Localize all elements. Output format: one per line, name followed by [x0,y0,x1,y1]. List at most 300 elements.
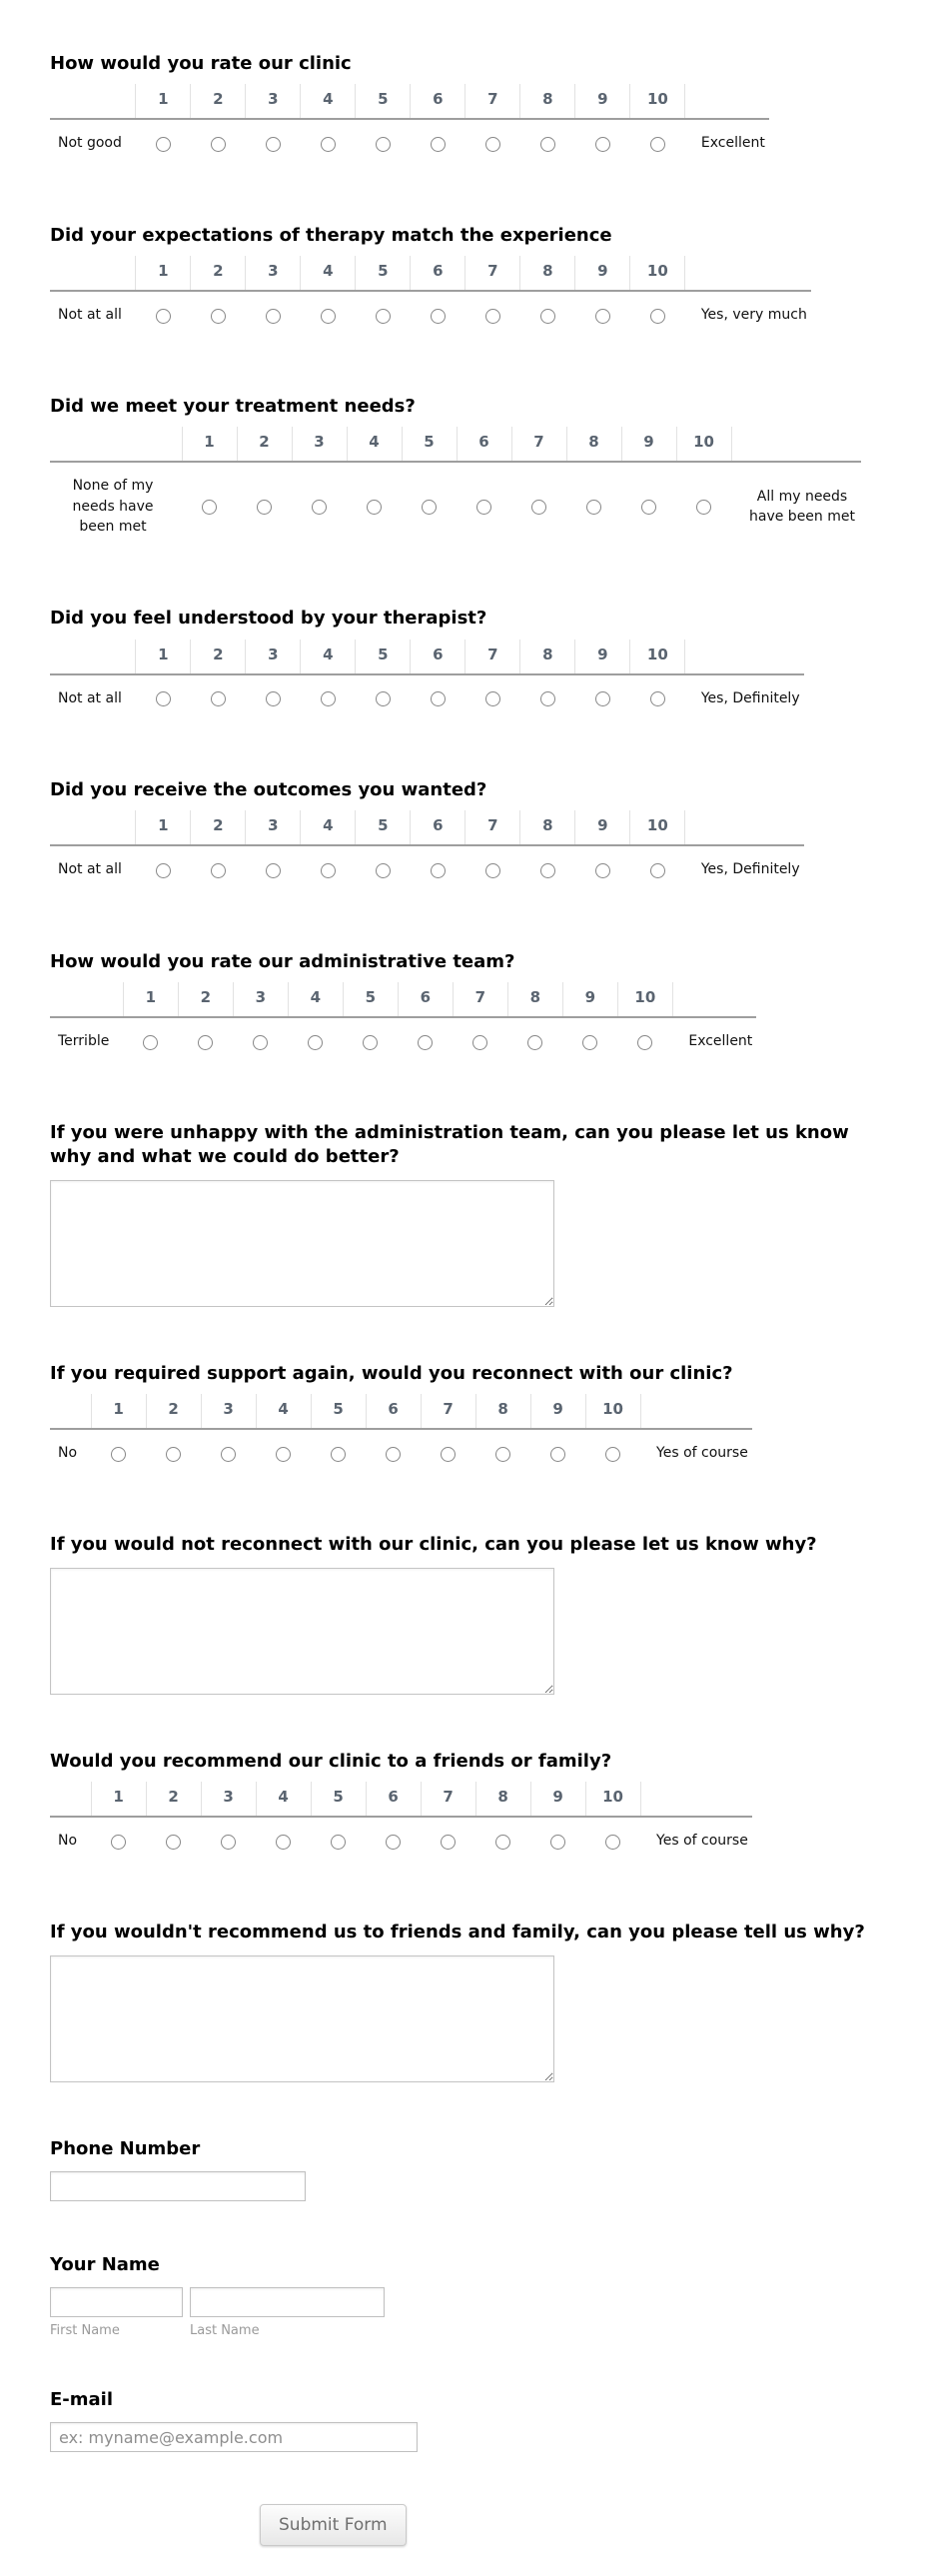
scale-header-number-10: 10 [630,256,685,291]
scale-right-label-cell [685,845,804,887]
email-input[interactable] [50,2422,418,2452]
question-title-admin-team-rating: How would you rate our administrative team? [50,950,515,972]
scale-left-label-cell [50,1429,91,1471]
scale-radio-cell [237,462,292,545]
scale-header-right-spacer [685,84,769,119]
radio-recommend-8[interactable] [495,1835,510,1850]
scale-header-number-10: 10 [630,84,685,119]
first-name-sublabel: First Name [50,2323,120,2339]
scale-header-number-4: 4 [256,1394,311,1429]
radio-treatment-needs-4[interactable] [367,500,382,515]
scale-header-number-6: 6 [411,810,465,845]
radio-admin-team-rating-6[interactable] [418,1035,433,1050]
textarea-recommend-why-not[interactable] [50,1955,554,2082]
radio-recommend-2[interactable] [166,1835,181,1850]
scale-radio-cell [421,1429,475,1471]
radio-outcomes-received-10[interactable] [650,863,665,878]
scale-radio-cell [301,674,356,716]
scale-header-number-7: 7 [511,427,566,462]
scale-header-number-1: 1 [91,1782,146,1817]
radio-reconnect-2[interactable] [166,1447,181,1462]
scale-table-reconnect [50,1394,752,1471]
radio-expectations-match-6[interactable] [431,309,446,324]
radio-clinic-rating-8[interactable] [540,137,555,152]
scale-left-label: No [58,1445,78,1462]
scale-header-number-4: 4 [347,427,402,462]
radio-treatment-needs-5[interactable] [422,500,437,515]
scale-radio-cell [191,674,246,716]
scale-radio-cell [136,291,191,333]
scale-header-number-1: 1 [136,256,191,291]
radio-outcomes-received-6[interactable] [431,863,446,878]
scale-left-label: Not at all [58,861,122,878]
scale-table-outcomes-received [50,810,804,887]
radio-admin-team-rating-1[interactable] [143,1035,158,1050]
scale-header-number-10: 10 [676,427,731,462]
scale-header-number-8: 8 [520,640,575,674]
scale-radio-cell [191,119,246,161]
radio-admin-team-rating-9[interactable] [582,1035,597,1050]
question-title-recommend: Would you recommend our clinic to a friends or family? [50,1750,612,1772]
scale-right-label-cell [685,291,811,333]
scale-left-label-cell [50,1017,123,1059]
scale-right-label: Excellent [688,1032,753,1049]
radio-admin-team-rating-4[interactable] [308,1035,323,1050]
radio-reconnect-7[interactable] [441,1447,456,1462]
question-admin-feedback [50,1121,889,1307]
scale-radio-cell [91,1817,146,1859]
radio-reconnect-10[interactable] [605,1447,620,1462]
scale-left-label-cell [50,119,136,161]
scale-header-left-spacer [50,810,136,845]
radio-reconnect-3[interactable] [221,1447,236,1462]
scale-radio-cell [411,674,465,716]
radio-outcomes-received-2[interactable] [211,863,226,878]
scale-header-number-7: 7 [421,1394,475,1429]
question-recommend [50,1750,889,1860]
radio-reconnect-9[interactable] [550,1447,565,1462]
scale-header-number-6: 6 [366,1394,421,1429]
scale-radio-cell [288,1017,343,1059]
scale-radio-cell [402,462,457,545]
submit-form-button[interactable]: Submit Form [260,2504,407,2546]
scale-header-number-6: 6 [411,84,465,119]
radio-outcomes-received-3[interactable] [266,863,281,878]
scale-radio-cell [191,845,246,887]
scale-header-right-spacer [731,427,861,462]
feedback-form [50,52,889,2546]
scale-table-expectations-match [50,256,811,333]
radio-admin-team-rating-7[interactable] [472,1035,487,1050]
radio-admin-team-rating-10[interactable] [637,1035,652,1050]
scale-radio-cell [256,1817,311,1859]
radio-clinic-rating-1[interactable] [156,137,171,152]
scale-radio-cell [178,1017,233,1059]
scale-header-number-9: 9 [575,640,630,674]
radio-admin-team-rating-2[interactable] [198,1035,213,1050]
radio-understood-by-therapist-4[interactable] [321,691,336,706]
scale-radio-cell [256,1429,311,1471]
question-clinic-rating [50,52,889,162]
scale-header-number-9: 9 [562,982,617,1017]
scale-left-label-cell [50,674,136,716]
scale-radio-cell [146,1429,201,1471]
scale-radio-cell [421,1817,475,1859]
scale-header-right-spacer [685,640,804,674]
scale-header-number-1: 1 [91,1394,146,1429]
scale-header-number-6: 6 [411,256,465,291]
radio-recommend-4[interactable] [276,1835,291,1850]
radio-clinic-rating-9[interactable] [595,137,610,152]
scale-table-clinic-rating [50,84,769,161]
scale-header-number-6: 6 [366,1782,421,1817]
scale-right-label-cell [672,1017,756,1059]
scale-header-number-5: 5 [311,1782,366,1817]
scale-header-number-2: 2 [191,84,246,119]
scale-right-label: Yes, Definitely [700,689,800,706]
scale-header-number-9: 9 [575,256,630,291]
scale-header-number-6: 6 [411,640,465,674]
scale-radio-cell [630,674,685,716]
radio-treatment-needs-6[interactable] [476,500,491,515]
scale-table-recommend [50,1782,752,1859]
scale-right-label-cell [640,1429,752,1471]
radio-treatment-needs-3[interactable] [312,500,327,515]
question-title-understood-by-therapist: Did you feel understood by your therapist? [50,608,487,630]
name-row [50,2287,889,2338]
radio-outcomes-received-1[interactable] [156,863,171,878]
radio-understood-by-therapist-2[interactable] [211,691,226,706]
question-title-reconnect-why-not: If you would not reconnect with our clinic, can you please let us know why? [50,1534,817,1556]
scale-header-number-3: 3 [233,982,288,1017]
radio-expectations-match-7[interactable] [485,309,500,324]
question-phone [50,2137,889,2201]
scale-header-number-10: 10 [630,810,685,845]
scale-radio-cell [465,845,520,887]
scale-radio-cell [630,845,685,887]
scale-header-number-4: 4 [301,640,356,674]
radio-reconnect-8[interactable] [495,1447,510,1462]
scale-header-number-1: 1 [182,427,237,462]
question-title-recommend-why-not: If you wouldn't recommend us to friends and family, can you please tell us why? [50,1922,865,1943]
question-recommend-why-not [50,1921,889,2081]
submit-row [50,2504,889,2546]
last-name-input[interactable] [190,2287,385,2317]
scale-header-number-5: 5 [356,640,411,674]
scale-radio-cell [343,1017,398,1059]
scale-radio-cell [507,1017,562,1059]
radio-outcomes-received-4[interactable] [321,863,336,878]
scale-header-right-spacer [640,1394,752,1429]
scale-header-left-spacer [50,427,182,462]
radio-reconnect-5[interactable] [331,1447,346,1462]
radio-expectations-match-3[interactable] [266,309,281,324]
scale-header-number-1: 1 [123,982,178,1017]
scale-left-label-cell [50,291,136,333]
scale-header-number-2: 2 [146,1394,201,1429]
radio-clinic-rating-4[interactable] [321,137,336,152]
scale-left-label: None of my needs have been met [72,478,154,536]
radio-clinic-rating-7[interactable] [485,137,500,152]
radio-understood-by-therapist-10[interactable] [650,691,665,706]
scale-header-number-3: 3 [246,84,301,119]
scale-left-label: Not good [58,135,122,152]
scale-header-number-2: 2 [146,1782,201,1817]
scale-left-label-cell [50,1817,91,1859]
scale-radio-cell [475,1429,530,1471]
scale-radio-cell [465,674,520,716]
scale-radio-cell [511,462,566,545]
scale-radio-cell [356,674,411,716]
scale-radio-cell [191,291,246,333]
radio-recommend-10[interactable] [605,1835,620,1850]
scale-header-number-6: 6 [457,427,511,462]
radio-admin-team-rating-8[interactable] [527,1035,542,1050]
scale-header-number-4: 4 [288,982,343,1017]
scale-radio-cell [617,1017,672,1059]
radio-understood-by-therapist-8[interactable] [540,691,555,706]
scale-left-label: Not at all [58,689,122,706]
scale-radio-cell [630,119,685,161]
scale-radio-cell [621,462,676,545]
scale-header-number-3: 3 [246,640,301,674]
question-admin-team-rating [50,950,889,1060]
scale-header-number-3: 3 [201,1394,256,1429]
scale-radio-cell [465,119,520,161]
last-name-sublabel: Last Name [190,2323,260,2339]
scale-header-number-6: 6 [398,982,453,1017]
scale-header-number-3: 3 [246,810,301,845]
radio-treatment-needs-8[interactable] [586,500,601,515]
scale-header-number-3: 3 [292,427,347,462]
radio-treatment-needs-2[interactable] [257,500,272,515]
radio-understood-by-therapist-6[interactable] [431,691,446,706]
radio-treatment-needs-7[interactable] [531,500,546,515]
scale-radio-cell [465,291,520,333]
scale-radio-cell [575,119,630,161]
scale-header-number-2: 2 [191,256,246,291]
radio-expectations-match-5[interactable] [376,309,391,324]
scale-radio-cell [356,291,411,333]
scale-header-number-7: 7 [465,810,520,845]
radio-recommend-9[interactable] [550,1835,565,1850]
scale-header-number-9: 9 [621,427,676,462]
last-name-column [190,2287,385,2338]
radio-expectations-match-10[interactable] [650,309,665,324]
radio-treatment-needs-10[interactable] [696,500,711,515]
radio-outcomes-received-5[interactable] [376,863,391,878]
first-name-input[interactable] [50,2287,183,2317]
scale-header-number-4: 4 [301,810,356,845]
question-title-expectations-match: Did your expectations of therapy match the experience [50,224,612,246]
radio-outcomes-received-8[interactable] [540,863,555,878]
textarea-reconnect-why-not[interactable] [50,1568,554,1695]
scale-header-left-spacer [50,256,136,291]
scale-header-right-spacer [685,256,811,291]
scale-header-number-9: 9 [575,810,630,845]
scale-header-number-5: 5 [343,982,398,1017]
scale-header-left-spacer [50,1394,91,1429]
question-title-email: E-mail [50,2389,114,2411]
scale-radio-cell [311,1817,366,1859]
scale-radio-cell [201,1817,256,1859]
scale-header-number-4: 4 [256,1782,311,1817]
scale-header-number-8: 8 [566,427,621,462]
scale-radio-cell [520,291,575,333]
scale-left-label-cell [50,845,136,887]
scale-header-number-5: 5 [402,427,457,462]
radio-recommend-5[interactable] [331,1835,346,1850]
radio-expectations-match-4[interactable] [321,309,336,324]
scale-header-number-9: 9 [575,84,630,119]
scale-header-number-8: 8 [475,1394,530,1429]
scale-header-left-spacer [50,982,123,1017]
question-title-name: Your Name [50,2253,160,2275]
scale-radio-cell [411,291,465,333]
radio-clinic-rating-6[interactable] [431,137,446,152]
scale-header-number-7: 7 [465,256,520,291]
scale-header-right-spacer [685,810,804,845]
first-name-column [50,2287,183,2338]
radio-expectations-match-8[interactable] [540,309,555,324]
scale-right-label-cell [640,1817,752,1859]
radio-clinic-rating-3[interactable] [266,137,281,152]
scale-header-left-spacer [50,1782,91,1817]
radio-expectations-match-2[interactable] [211,309,226,324]
radio-recommend-3[interactable] [221,1835,236,1850]
scale-header-number-4: 4 [301,84,356,119]
radio-recommend-1[interactable] [111,1835,126,1850]
scale-right-label-cell [685,119,769,161]
textarea-admin-feedback[interactable] [50,1180,554,1307]
radio-understood-by-therapist-1[interactable] [156,691,171,706]
scale-radio-cell [136,845,191,887]
scale-header-number-1: 1 [136,640,191,674]
scale-header-right-spacer [640,1782,752,1817]
question-title-phone: Phone Number [50,2137,201,2159]
scale-radio-cell [562,1017,617,1059]
scale-radio-cell [585,1429,640,1471]
radio-reconnect-6[interactable] [386,1447,401,1462]
scale-header-number-3: 3 [246,256,301,291]
scale-radio-cell [575,291,630,333]
radio-clinic-rating-10[interactable] [650,137,665,152]
scale-radio-cell [246,845,301,887]
scale-header-number-1: 1 [136,84,191,119]
scale-radio-cell [411,845,465,887]
scale-header-number-5: 5 [311,1394,366,1429]
radio-understood-by-therapist-7[interactable] [485,691,500,706]
radio-expectations-match-9[interactable] [595,309,610,324]
scale-radio-cell [520,119,575,161]
scale-right-label: Yes, very much [700,306,807,323]
question-reconnect-why-not [50,1533,889,1694]
form-content [50,52,889,2452]
scale-radio-cell [630,291,685,333]
scale-radio-cell [453,1017,507,1059]
scale-left-label: Terrible [58,1032,110,1049]
scale-header-number-8: 8 [475,1782,530,1817]
question-reconnect [50,1362,889,1472]
radio-admin-team-rating-5[interactable] [363,1035,378,1050]
question-title-reconnect: If you required support again, would you reconnect with our clinic? [50,1362,733,1384]
scale-right-label: All my needs have been met [749,488,855,525]
scale-header-number-5: 5 [356,256,411,291]
radio-reconnect-4[interactable] [276,1447,291,1462]
scale-radio-cell [575,845,630,887]
scale-table-treatment-needs [50,427,861,545]
question-understood-by-therapist [50,607,889,716]
radio-recommend-6[interactable] [386,1835,401,1850]
radio-expectations-match-1[interactable] [156,309,171,324]
scale-radio-cell [182,462,237,545]
scale-radio-cell [575,674,630,716]
scale-header-number-8: 8 [520,810,575,845]
scale-header-number-9: 9 [530,1394,585,1429]
phone-input[interactable] [50,2171,306,2201]
scale-radio-cell [520,845,575,887]
scale-radio-cell [356,119,411,161]
scale-radio-cell [356,845,411,887]
scale-radio-cell [676,462,731,545]
scale-header-number-2: 2 [237,427,292,462]
radio-understood-by-therapist-9[interactable] [595,691,610,706]
scale-header-number-3: 3 [201,1782,256,1817]
scale-radio-cell [201,1429,256,1471]
scale-radio-cell [457,462,511,545]
scale-right-label: Excellent [700,135,765,152]
scale-radio-cell [366,1429,421,1471]
radio-recommend-7[interactable] [441,1835,456,1850]
scale-left-label: No [58,1832,78,1849]
scale-header-left-spacer [50,84,136,119]
radio-reconnect-1[interactable] [111,1447,126,1462]
radio-understood-by-therapist-3[interactable] [266,691,281,706]
scale-header-number-2: 2 [178,982,233,1017]
scale-header-number-8: 8 [520,84,575,119]
radio-clinic-rating-2[interactable] [211,137,226,152]
scale-header-left-spacer [50,640,136,674]
radio-outcomes-received-7[interactable] [485,863,500,878]
radio-understood-by-therapist-5[interactable] [376,691,391,706]
question-expectations-match [50,224,889,334]
scale-radio-cell [292,462,347,545]
scale-radio-cell [246,291,301,333]
scale-header-number-7: 7 [453,982,507,1017]
scale-header-number-4: 4 [301,256,356,291]
scale-radio-cell [566,462,621,545]
scale-radio-cell [311,1429,366,1471]
scale-header-number-10: 10 [585,1782,640,1817]
scale-radio-cell [136,674,191,716]
scale-radio-cell [301,119,356,161]
radio-treatment-needs-9[interactable] [641,500,656,515]
radio-treatment-needs-1[interactable] [202,500,217,515]
scale-header-number-10: 10 [630,640,685,674]
scale-radio-cell [123,1017,178,1059]
radio-admin-team-rating-3[interactable] [253,1035,268,1050]
scale-radio-cell [530,1429,585,1471]
scale-radio-cell [301,291,356,333]
scale-radio-cell [91,1429,146,1471]
scale-radio-cell [233,1017,288,1059]
scale-table-understood-by-therapist [50,640,804,716]
scale-right-label: Yes of course [656,1832,748,1849]
radio-outcomes-received-9[interactable] [595,863,610,878]
scale-header-number-8: 8 [520,256,575,291]
radio-clinic-rating-5[interactable] [376,137,391,152]
scale-header-number-10: 10 [617,982,672,1017]
